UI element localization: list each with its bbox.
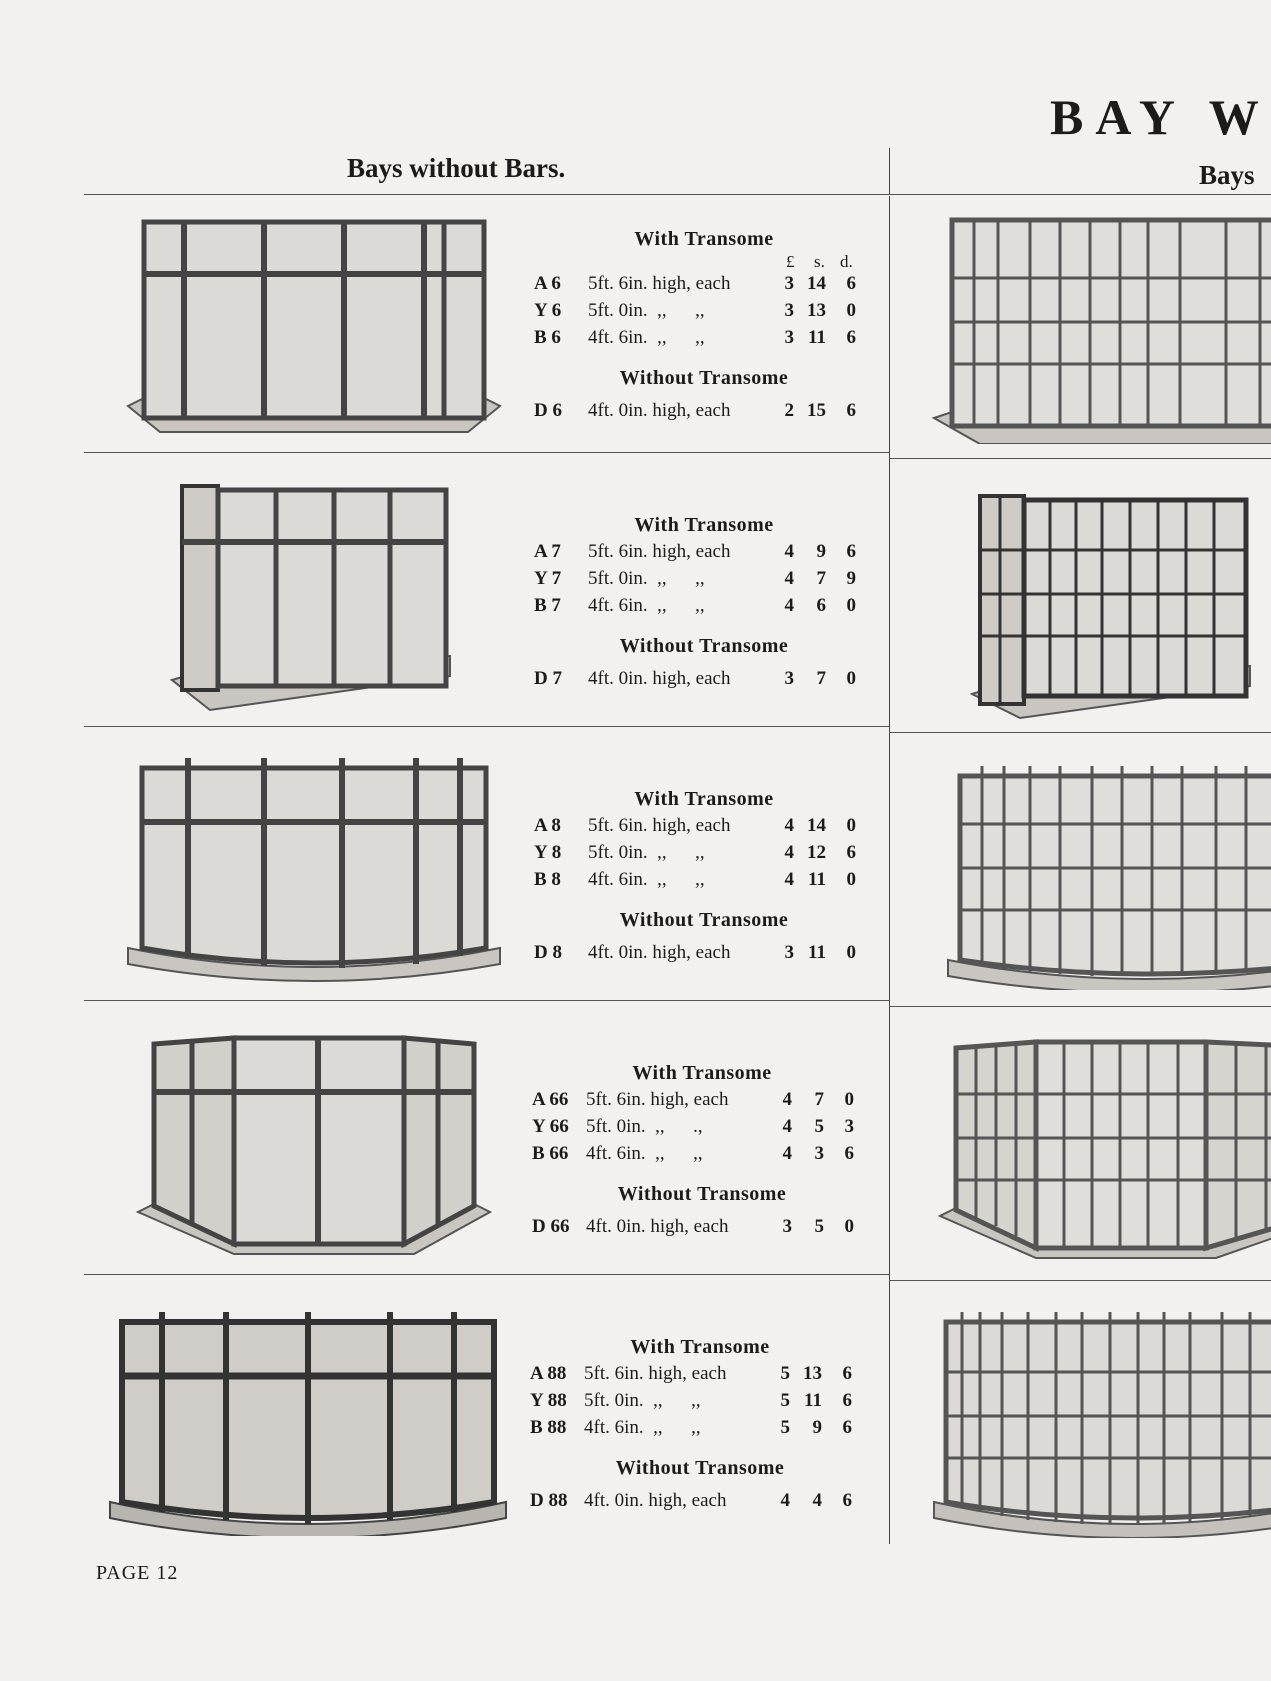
price-row: [532, 1140, 872, 1167]
section-divider: [84, 726, 890, 727]
price-shillings: 5: [814, 1116, 824, 1137]
model-code: B 88: [530, 1417, 567, 1438]
price-row: [532, 1086, 872, 1113]
price-shillings: 12: [807, 842, 826, 863]
model-code: D 6: [534, 400, 562, 421]
model-code: D 8: [534, 942, 562, 963]
price-shillings: 13: [803, 1363, 822, 1384]
price-row: [534, 812, 874, 839]
price-shillings: 14: [807, 815, 826, 836]
price-pence: 6: [842, 1490, 852, 1511]
price-pounds: 4: [780, 1490, 790, 1511]
size-description: 5ft. 6in. high, each: [588, 815, 731, 836]
price-shillings: 7: [816, 668, 826, 689]
price-row: [532, 1213, 872, 1240]
price-pence: 0: [846, 869, 856, 890]
price-pence: 6: [842, 1363, 852, 1384]
bay-window-illustration: [124, 752, 504, 984]
size-description: 4ft. 6in. ,, ,,: [584, 1417, 701, 1438]
barred-bay-window-illustration: [970, 490, 1252, 720]
pence-header: d.: [840, 252, 853, 271]
model-code: D 7: [534, 668, 562, 689]
size-description: 4ft. 6in. ,, ,,: [586, 1143, 703, 1164]
size-description: 5ft. 6in. high, each: [588, 273, 731, 294]
price-pounds: 4: [782, 1089, 792, 1110]
price-pounds: 4: [784, 815, 794, 836]
without-transome-heading: Without Transome: [619, 909, 789, 931]
price-row: [534, 866, 874, 893]
price-row: [534, 665, 874, 692]
price-block-bay-7: [534, 512, 874, 692]
section-divider: [84, 1000, 890, 1001]
model-code: D 66: [532, 1216, 570, 1237]
pounds-header: £: [786, 252, 795, 271]
price-pounds: 2: [784, 400, 794, 421]
model-code: B 7: [534, 595, 561, 616]
model-code: Y 88: [530, 1390, 567, 1411]
price-row: [530, 1360, 870, 1387]
model-code: A 6: [534, 273, 561, 294]
price-pounds: 5: [780, 1390, 790, 1411]
left-column-heading: Bays without Bars.: [347, 153, 566, 183]
price-pence: 9: [846, 568, 856, 589]
price-pounds: 4: [784, 568, 794, 589]
price-shillings: 9: [812, 1417, 822, 1438]
with-transome-heading: With Transome: [630, 1336, 770, 1358]
size-description: 5ft. 0in. ,, ,,: [588, 568, 705, 589]
price-pounds: 4: [784, 541, 794, 562]
model-code: A 66: [532, 1089, 569, 1110]
price-pence: 6: [842, 1390, 852, 1411]
price-pence: 0: [844, 1089, 854, 1110]
size-description: 5ft. 0in. ,, ,,: [588, 300, 705, 321]
size-description: 4ft. 0in. high, each: [588, 400, 731, 421]
price-shillings: 6: [816, 595, 826, 616]
price-shillings: 11: [808, 869, 826, 890]
price-pence: 0: [846, 595, 856, 616]
with-transome-heading: With Transome: [634, 514, 774, 536]
size-description: 4ft. 6in. ,, ,,: [588, 869, 705, 890]
bay-window-illustration: [170, 480, 460, 712]
price-block-bay-8: [534, 786, 874, 966]
price-shillings: 14: [807, 273, 826, 294]
price-pence: 0: [846, 942, 856, 963]
without-transome-heading: Without Transome: [615, 1457, 785, 1479]
price-pounds: 3: [784, 327, 794, 348]
price-row: [532, 1113, 872, 1140]
size-description: 4ft. 0in. high, each: [584, 1490, 727, 1511]
price-row: [534, 324, 874, 351]
price-shillings: 13: [807, 300, 826, 321]
price-shillings: 4: [812, 1490, 822, 1511]
price-shillings: 9: [816, 541, 826, 562]
price-pence: 6: [846, 842, 856, 863]
price-pounds: 4: [784, 595, 794, 616]
page-title: BAY W: [1050, 89, 1271, 145]
price-pence: 0: [846, 300, 856, 321]
price-shillings: 11: [804, 1390, 822, 1411]
header-rule: [84, 194, 1271, 195]
price-pounds: 3: [784, 668, 794, 689]
section-divider: [84, 1274, 890, 1275]
price-row: [530, 1487, 870, 1514]
price-pence: 6: [842, 1417, 852, 1438]
price-pounds: 5: [780, 1417, 790, 1438]
model-code: Y 66: [532, 1116, 569, 1137]
size-description: 5ft. 0in. ,, ,,: [584, 1390, 701, 1411]
price-shillings: 11: [808, 942, 826, 963]
section-divider: [889, 1280, 1271, 1281]
bay-window-illustration: [108, 1306, 508, 1536]
price-row: [534, 297, 874, 324]
model-code: B 66: [532, 1143, 569, 1164]
bay-window-illustration: [134, 1030, 494, 1260]
size-description: 5ft. 0in. ,, .,: [586, 1116, 703, 1137]
barred-bay-window-illustration: [946, 760, 1271, 990]
model-code: D 88: [530, 1490, 568, 1511]
price-pence: 6: [846, 400, 856, 421]
price-pence: 0: [846, 815, 856, 836]
price-pence: 0: [846, 668, 856, 689]
price-pounds: 4: [784, 869, 794, 890]
price-row: [534, 397, 874, 424]
price-shillings: 11: [808, 327, 826, 348]
price-pence: 6: [846, 541, 856, 562]
price-shillings: 5: [814, 1216, 824, 1237]
price-row: [534, 270, 874, 297]
size-description: 4ft. 0in. high, each: [588, 668, 731, 689]
without-transome-heading: Without Transome: [619, 367, 789, 389]
size-description: 4ft. 6in. ,, ,,: [588, 327, 705, 348]
price-pence: 0: [844, 1216, 854, 1237]
barred-bay-window-illustration: [932, 1306, 1271, 1538]
without-transome-heading: Without Transome: [619, 635, 789, 657]
size-description: 4ft. 6in. ,, ,,: [588, 595, 705, 616]
price-row: [534, 565, 874, 592]
section-divider: [889, 458, 1271, 459]
model-code: A 7: [534, 541, 561, 562]
size-description: 5ft. 6in. high, each: [586, 1089, 729, 1110]
with-transome-heading: With Transome: [634, 788, 774, 810]
section-divider: [889, 732, 1271, 733]
price-row: [534, 939, 874, 966]
currency-header-row: [534, 252, 874, 270]
price-shillings: 15: [807, 400, 826, 421]
model-code: Y 7: [534, 568, 562, 589]
price-row: [534, 592, 874, 619]
price-row: [530, 1387, 870, 1414]
price-pounds: 3: [784, 300, 794, 321]
with-transome-heading: With Transome: [634, 228, 774, 250]
price-pence: 6: [846, 327, 856, 348]
price-shillings: 3: [814, 1143, 824, 1164]
price-row: [530, 1414, 870, 1441]
price-row: [534, 839, 874, 866]
price-pounds: 4: [784, 842, 794, 863]
barred-bay-window-illustration: [936, 1034, 1271, 1264]
bay-window-illustration: [124, 210, 504, 436]
price-pounds: 3: [784, 273, 794, 294]
price-row: [534, 538, 874, 565]
price-shillings: 7: [816, 568, 826, 589]
price-pence: 3: [844, 1116, 854, 1137]
page-number: PAGE 12: [96, 1562, 179, 1584]
model-code: B 6: [534, 327, 561, 348]
price-block-bay-88: [530, 1334, 870, 1514]
price-pence: 6: [846, 273, 856, 294]
price-pence: 6: [844, 1143, 854, 1164]
price-pounds: 4: [782, 1116, 792, 1137]
price-block-bay-6: [534, 226, 874, 424]
column-divider: [889, 196, 890, 1544]
column-divider: [889, 148, 890, 194]
price-block-bay-66: [532, 1060, 872, 1240]
shillings-header: s.: [814, 252, 825, 271]
model-code: A 88: [530, 1363, 567, 1384]
model-code: Y 6: [534, 300, 562, 321]
size-description: 4ft. 0in. high, each: [588, 942, 731, 963]
right-column-heading: Bays: [1199, 160, 1255, 190]
with-transome-heading: With Transome: [632, 1062, 772, 1084]
price-pounds: 3: [784, 942, 794, 963]
price-pounds: 5: [780, 1363, 790, 1384]
size-description: 5ft. 6in. high, each: [588, 541, 731, 562]
section-divider: [84, 452, 890, 453]
size-description: 5ft. 0in. ,, ,,: [588, 842, 705, 863]
price-pounds: 4: [782, 1143, 792, 1164]
model-code: A 8: [534, 815, 561, 836]
price-shillings: 7: [814, 1089, 824, 1110]
size-description: 5ft. 6in. high, each: [584, 1363, 727, 1384]
price-pounds: 3: [782, 1216, 792, 1237]
barred-bay-window-illustration: [930, 212, 1271, 444]
model-code: B 8: [534, 869, 561, 890]
section-divider: [889, 1006, 1271, 1007]
model-code: Y 8: [534, 842, 562, 863]
size-description: 4ft. 0in. high, each: [586, 1216, 729, 1237]
without-transome-heading: Without Transome: [617, 1183, 787, 1205]
